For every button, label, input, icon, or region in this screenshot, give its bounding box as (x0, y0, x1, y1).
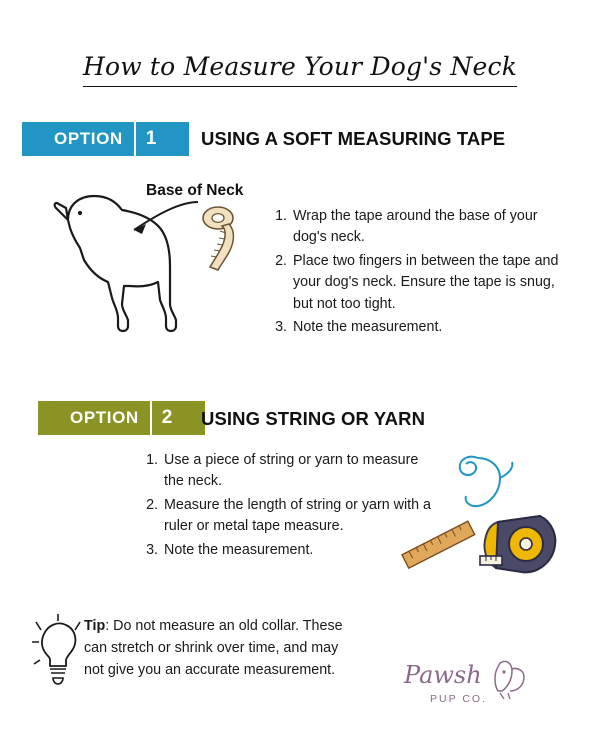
wooden-ruler-icon (400, 515, 478, 582)
page-title-text: How to Measure Your Dog's Neck (83, 52, 517, 87)
banner-left-notch (22, 122, 34, 156)
svg-text:PUP CO.: PUP CO. (430, 693, 487, 705)
tip-body: : Do not measure an old collar. These can stretch or shrink over time, and may not give you an accurate measurement. (84, 618, 343, 679)
list-item: 3. Note the measurement. (162, 540, 433, 561)
banner-right-arrow (171, 122, 189, 156)
brand-logo (400, 655, 550, 720)
base-of-neck-label: Base of Neck (146, 182, 244, 199)
option-2-banner-label: OPTION (50, 401, 150, 435)
metal-tape-measure-icon (478, 512, 564, 589)
banner-left-notch (38, 401, 50, 435)
arrow-pointer-icon (122, 196, 202, 246)
string-loop-icon (452, 452, 526, 515)
list-item: 2. Place two fingers in between the tape and your dog's neck. Ensure the tape is snug, but not too tight. (291, 251, 562, 315)
list-item: 2. Measure the length of string or yarn with a ruler or metal tape measure. (162, 495, 433, 538)
list-item: 1. Wrap the tape around the base of your dog's neck. (291, 206, 562, 249)
list-item: 3. Note the measurement. (291, 317, 562, 338)
option-2-banner-number: 2 (150, 401, 187, 435)
tip-text (84, 615, 344, 681)
option-2-steps (143, 450, 433, 563)
list-item: 1. Use a piece of string or yarn to measure the neck. (162, 450, 433, 493)
lightbulb-icon (30, 612, 90, 697)
page-title (0, 52, 600, 87)
option-1-banner (22, 122, 189, 156)
tip-label: Tip (84, 618, 106, 634)
measuring-tape-icon (196, 202, 248, 277)
option-1-steps (272, 206, 562, 341)
option-1-banner-number: 1 (134, 122, 171, 156)
option-1-heading: USING A SOFT MEASURING TAPE (201, 128, 506, 149)
option-2-banner (38, 401, 205, 435)
option-2-heading: USING STRING OR YARN (201, 408, 426, 429)
svg-text:Pawsh: Pawsh (404, 661, 482, 689)
option-1-banner-label: OPTION (34, 122, 134, 156)
